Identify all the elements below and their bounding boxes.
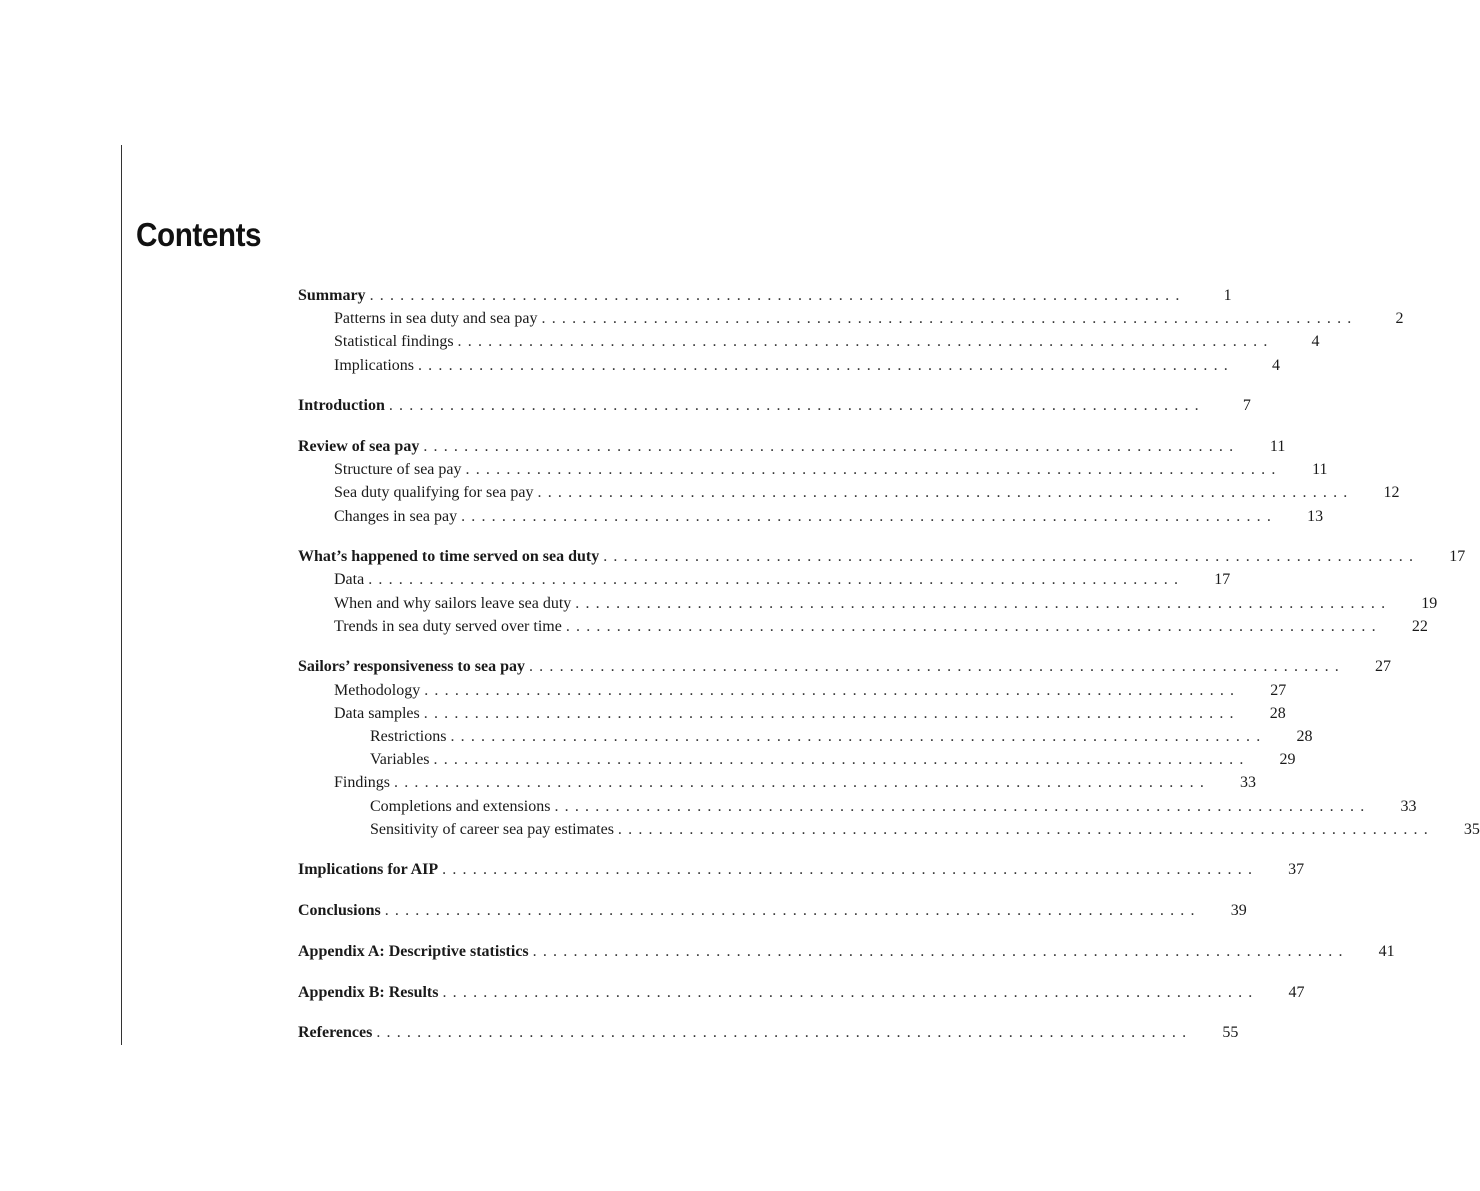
toc-page-number: 4 bbox=[1271, 356, 1280, 374]
toc-entry-label: Structure of sea pay bbox=[334, 461, 462, 479]
dot-leader: ................................................................................ bbox=[424, 681, 1241, 699]
toc-entry-label: Sailors’ responsiveness to sea pay bbox=[298, 658, 525, 676]
dot-leader: ................................................................................ bbox=[368, 571, 1185, 589]
toc-entry-patterns[interactable] bbox=[298, 307, 1404, 330]
toc-page-number: 27 bbox=[1374, 658, 1391, 676]
toc-entry-label: Conclusions bbox=[298, 902, 381, 920]
dot-leader: ................................................................................ bbox=[603, 548, 1420, 566]
toc-entry-label: Findings bbox=[334, 774, 391, 792]
toc-page-number: 29 bbox=[1279, 751, 1296, 769]
toc-entry-label: Introduction bbox=[298, 397, 385, 415]
toc-page-number: 12 bbox=[1383, 484, 1400, 502]
dot-leader: ................................................................................ bbox=[423, 437, 1240, 455]
toc-page-number: 22 bbox=[1411, 617, 1428, 635]
dot-leader: ................................................................................ bbox=[528, 658, 1345, 676]
toc-entry-label: Review of sea pay bbox=[298, 437, 420, 455]
toc-entry-label: References bbox=[298, 1024, 373, 1042]
dot-leader: ................................................................................ bbox=[450, 728, 1267, 745]
dot-leader: ................................................................................ bbox=[433, 751, 1250, 769]
toc-entry-label: Appendix B: Results bbox=[298, 983, 439, 1001]
toc-entry-data-samples[interactable] bbox=[298, 702, 1286, 725]
toc-page-number: 1 bbox=[1223, 287, 1232, 304]
toc-page-number: 55 bbox=[1222, 1024, 1239, 1042]
toc-entry-label: Appendix A: Descriptive statistics bbox=[298, 942, 529, 960]
toc-entry-qualifying[interactable] bbox=[298, 481, 1400, 504]
toc-entry-appendix-a[interactable] bbox=[298, 940, 1395, 963]
page-title: Contents bbox=[136, 216, 262, 253]
toc-entry-label: Methodology bbox=[334, 681, 421, 699]
table-of-contents bbox=[298, 284, 1480, 1044]
toc-page-number: 19 bbox=[1421, 594, 1438, 612]
toc-page-number: 27 bbox=[1270, 681, 1287, 699]
toc-entry-methodology[interactable] bbox=[298, 679, 1287, 702]
toc-page-number: 39 bbox=[1230, 902, 1247, 920]
dot-leader: ................................................................................ bbox=[537, 484, 1354, 502]
toc-entry-review-of-sea-pay[interactable] bbox=[298, 435, 1286, 458]
toc-entry-restrictions[interactable] bbox=[298, 725, 1313, 748]
toc-entry-label: Restrictions bbox=[370, 728, 447, 745]
toc-entry-completions[interactable] bbox=[298, 795, 1417, 818]
dot-leader: ................................................................................ bbox=[565, 617, 1382, 635]
toc-page-number: 37 bbox=[1288, 861, 1305, 879]
toc-page-number: 11 bbox=[1312, 461, 1328, 479]
dot-leader: ................................................................................ bbox=[384, 902, 1201, 920]
dot-leader: ................................................................................ bbox=[442, 983, 1259, 1001]
toc-entry-label: Sea duty qualifying for sea pay bbox=[334, 484, 534, 502]
toc-entry-label: Sensitivity of career sea pay estimates bbox=[370, 820, 614, 838]
dot-leader: ................................................................................ bbox=[554, 797, 1371, 815]
toc-entry-label: Variables bbox=[370, 751, 430, 769]
toc-entry-time-served[interactable] bbox=[298, 545, 1466, 568]
toc-page-number: 47 bbox=[1288, 983, 1305, 1001]
toc-page-number: 2 bbox=[1395, 310, 1404, 328]
dot-leader: ................................................................................ bbox=[575, 594, 1392, 612]
toc-page-number: 4 bbox=[1311, 333, 1320, 351]
toc-entry-label: Patterns in sea duty and sea pay bbox=[334, 310, 538, 328]
toc-entry-label: Changes in sea pay bbox=[334, 507, 458, 525]
dot-leader: ................................................................................ bbox=[423, 704, 1240, 722]
toc-entry-findings[interactable] bbox=[298, 771, 1257, 794]
toc-page-number: 35 bbox=[1463, 820, 1480, 838]
toc-page-number: 13 bbox=[1307, 507, 1324, 525]
toc-entry-label: Implications for AIP bbox=[298, 861, 439, 879]
dot-leader: ................................................................................ bbox=[457, 333, 1274, 351]
toc-entry-summary[interactable] bbox=[298, 284, 1232, 307]
dot-leader: ................................................................................ bbox=[388, 397, 1205, 415]
toc-entry-implications-aip[interactable] bbox=[298, 858, 1305, 881]
toc-entry-label: When and why sailors leave sea duty bbox=[334, 594, 572, 612]
margin-rule bbox=[121, 145, 122, 1045]
dot-leader: ................................................................................ bbox=[617, 820, 1434, 838]
dot-leader: ................................................................................ bbox=[417, 356, 1234, 374]
dot-leader: ................................................................................ bbox=[532, 942, 1349, 960]
dot-leader: ................................................................................ bbox=[442, 861, 1259, 879]
toc-entry-introduction[interactable] bbox=[298, 394, 1251, 417]
dot-leader: ................................................................................ bbox=[376, 1024, 1193, 1042]
toc-entry-when-and-why[interactable] bbox=[298, 592, 1438, 615]
toc-page-number: 7 bbox=[1242, 397, 1251, 415]
toc-entry-statistical-findings[interactable] bbox=[298, 330, 1320, 353]
toc-entry-trends[interactable] bbox=[298, 615, 1428, 638]
toc-page-number: 41 bbox=[1378, 942, 1395, 960]
toc-entry-changes[interactable] bbox=[298, 505, 1324, 528]
toc-entry-sensitivity[interactable] bbox=[298, 818, 1480, 841]
toc-page-number: 33 bbox=[1240, 774, 1257, 792]
dot-leader: ................................................................................ bbox=[394, 774, 1211, 792]
dot-leader: ................................................................................ bbox=[369, 287, 1186, 304]
toc-entry-label: What’s happened to time served on sea duty bbox=[298, 548, 600, 566]
toc-entry-references[interactable] bbox=[298, 1021, 1239, 1044]
toc-entry-variables[interactable] bbox=[298, 748, 1296, 771]
toc-entry-label: Statistical findings bbox=[334, 333, 454, 351]
toc-page-number: 17 bbox=[1449, 548, 1466, 566]
dot-leader: ................................................................................ bbox=[465, 461, 1282, 479]
toc-entry-responsiveness[interactable] bbox=[298, 655, 1391, 678]
toc-page-number: 11 bbox=[1269, 437, 1286, 455]
toc-entry-implications[interactable] bbox=[298, 354, 1280, 377]
toc-page-number: 17 bbox=[1214, 571, 1231, 589]
toc-entry-data[interactable] bbox=[298, 568, 1231, 591]
toc-entry-appendix-b[interactable] bbox=[298, 981, 1305, 1004]
dot-leader: ................................................................................ bbox=[541, 310, 1358, 328]
toc-entry-structure[interactable] bbox=[298, 458, 1328, 481]
toc-entry-conclusions[interactable] bbox=[298, 899, 1247, 922]
toc-entry-label: Implications bbox=[334, 356, 414, 374]
toc-entry-label: Trends in sea duty served over time bbox=[334, 617, 562, 635]
toc-page-number: 33 bbox=[1400, 797, 1417, 815]
toc-page-number: 28 bbox=[1269, 704, 1286, 722]
toc-entry-label: Data samples bbox=[334, 704, 420, 722]
toc-entry-label: Data bbox=[334, 571, 365, 589]
dot-leader: ................................................................................ bbox=[461, 507, 1278, 525]
toc-entry-label: Completions and extensions bbox=[370, 797, 551, 815]
toc-entry-label: Summary bbox=[298, 287, 366, 304]
toc-page-number: 28 bbox=[1296, 728, 1313, 745]
